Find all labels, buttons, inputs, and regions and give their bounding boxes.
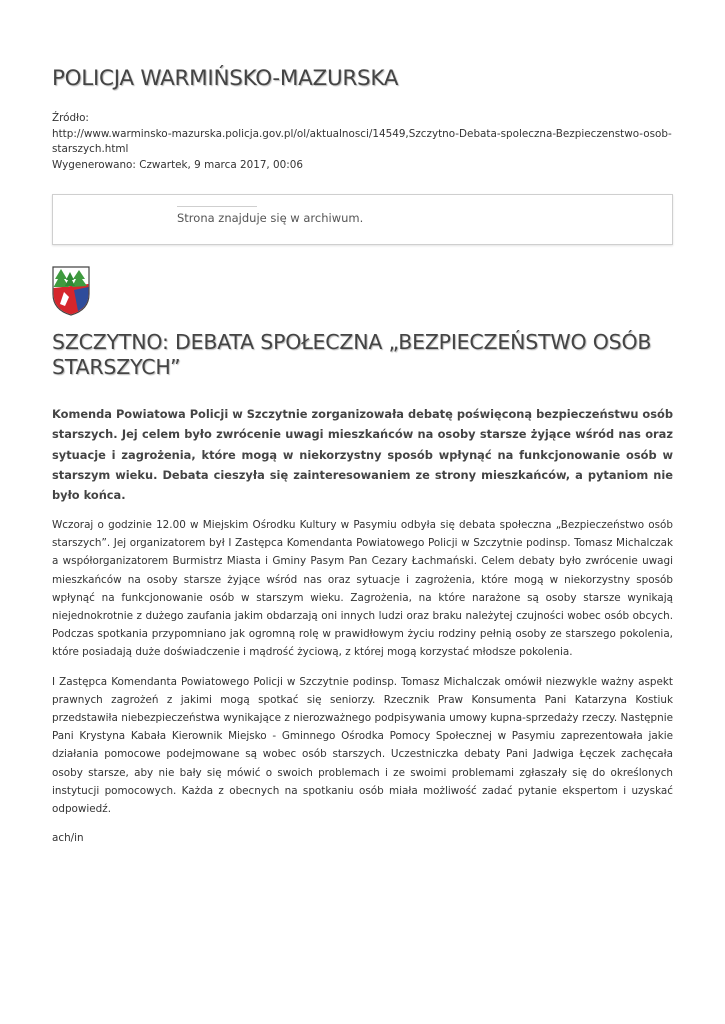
archive-divider	[177, 206, 257, 207]
coat-of-arms-icon	[52, 266, 90, 316]
archive-notice-text: Strona znajduje się w archiwum.	[177, 211, 364, 225]
article-signature: ach/in	[52, 832, 84, 845]
source-url[interactable]: http://www.warminsko-mazurska.policja.gov.pl/ol/aktualnosci/14549,Szczytno-Debata-spoleczna-Bezpieczenstwo-osob-starszych.html	[52, 127, 672, 156]
article-body	[52, 516, 673, 858]
article-lead: Komenda Powiatowa Policji w Szczytnie zorganizowała debatę poświęconą bezpieczeństwu osób starszych. Jej celem było zwrócenie uwagi mieszkańców na osoby starsze żyjące wśród nas oraz sytuacje i zagrożenia, które mogą w niekorzystny sposób wpłynąć na funkcjonowanie osób w starszym wieku. Debata cieszyła się zainteresowaniem ze strony mieszkańców, a pytaniom nie było końca.	[52, 407, 673, 503]
article-paragraph: Wczoraj o godzinie 12.00 w Miejskim Ośrodku Kultury w Pasymiu odbyła się debata społeczna „Bezpieczeństwo osób starszych”. Jej organizatorem był I Zastępca Komendanta Powiatowego Policji w Szczytnie podinsp. Tomasz Michalczak a współorganizatorem Burmistrz Miasta i Gminy Pasym Pan Cezary Łachmański. Celem debaty było zwrócenie uwagi mieszkańców na osoby starsze żyjące wśród nas oraz sytuacje i zagrożenia, które mogą w niekorzystny sposób wpłynąć na funkcjonowanie osób w starszym wieku. Zagrożenia, na które narażone są osoby starsze wynikają niejednokrotnie z dużego zaufania jakim obdarzają oni innych ludzi oraz braku należytej czujności wobec osób obcych. Podczas spotkania przypomniano jak ogromną rolę w prawidłowym życiu rodziny pełnią osoby ze starszego pokolenia, które posiadają duże doświadczenie i mądrość życiową, z której mogą korzystać młodsze pokolenia.	[52, 519, 673, 659]
archive-notice	[52, 194, 673, 245]
document-meta	[52, 111, 673, 173]
site-title: POLICJA WARMIŃSKO-MAZURSKA	[52, 66, 399, 91]
generated-timestamp: Wygenerowano: Czwartek, 9 marca 2017, 00:06	[52, 158, 303, 171]
article-title: SZCZYTNO: DEBATA SPOŁECZNA „BEZPIECZEŃSTWO OSÓB STARSZYCH”	[52, 330, 652, 379]
article-paragraph: I Zastępca Komendanta Powiatowego Policji w Szczytnie podinsp. Tomasz Michalczak omówił niezwykle ważny aspekt prawnych zagrożeń z jakimi mogą spotkać się seniorzy. Rzecznik Praw Konsumenta Pani Katarzyna Kostiuk przedstawiła niebezpieczeństwa wynikające z nierozważnego podpisywania umowy kupna-sprzedaży rzeczy. Następnie Pani Krystyna Kabała Kierownik Miejsko - Gminnego Ośrodka Pomocy Społecznej w Pasymiu zaprezentowała jakie działania pomocowe podejmowane są wobec osób starszych. Uczestniczka debaty Pani Jadwiga Łęczek zachęcała osoby starsze, aby nie bały się mówić o swoich problemach i ze swoimi problemami zgłaszały się do określonych instytucji pomocowych. Każda z obecnych na spotkaniu osób miała możliwość zadać pytanie ekspertom i uzyskać odpowiedź.	[52, 675, 673, 816]
source-label: Źródło:	[52, 112, 89, 124]
